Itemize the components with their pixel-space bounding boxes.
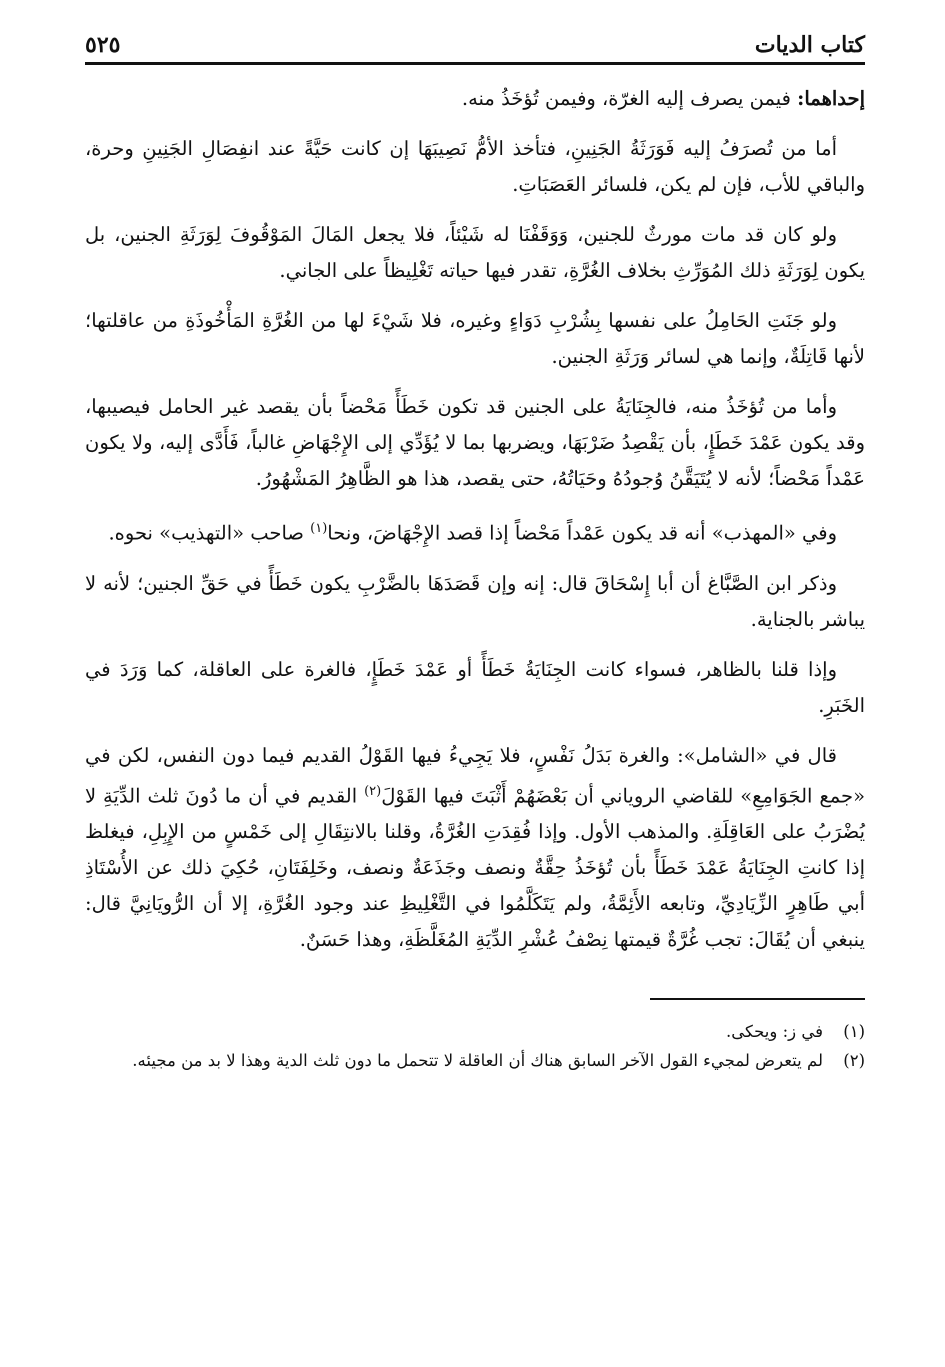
paragraph <box>85 217 865 289</box>
footnotes <box>85 1018 865 1074</box>
paragraph <box>85 81 865 117</box>
paragraph-text: وذكر ابن الصَّبَّاغ أن أبا إِسْحَاقَ قال: إنه وإن قَصَدَهَا بالضَّرْبِ يكون خَطَأً في حَقِّ الجنين؛ لأنه لا يباشر بالجناية. <box>85 571 865 631</box>
paragraph <box>85 652 865 724</box>
main-text <box>85 81 865 958</box>
paragraph-text-tail: صاحب «التهذيب» نحوه. <box>108 521 311 545</box>
paragraph-text: أما من تُصرَفُ إليه فَوَرَثَةُ الجَنِينِ، فتأخذ الأمُّ نَصِيبَهَا إن كانت حَيَّةً عند انفِصَالِ الجَنِينِ وحرة، والباقي للأب، فإن لم يكن، فلسائر العَصَبَاتِ. <box>85 137 865 196</box>
paragraph-text: وفي «المهذب» أنه قد يكون عَمْداً مَحْضاً إذا قصد الإِجْهَاضَ، ونحا <box>327 521 837 545</box>
paragraph-text: ولو جَنَتِ الحَامِلُ على نفسها بِشُرْبِ دَوَاءٍ وغيره، فلا شَيْءَ لها من الغُرَّةِ المَأْخُوذَةِ من عاقلتها؛ لأنها قَاتِلَةٌ، وإنما هي لسائر وَرَثَةِ الجنين. <box>85 309 865 368</box>
page-header <box>85 18 865 65</box>
footnote-ref: (٢) <box>364 783 382 799</box>
paragraph-text: وإذا قلنا بالظاهر، فسواء كانت الجِنَايَةُ خَطَأً أو عَمْدَ خَطَإٍ، فالغرة على العاقلة، كما وَرَدَ في الخَبَرِ. <box>85 657 865 717</box>
footnote-number: (١) <box>843 1022 865 1041</box>
footnote-ref: (١) <box>310 521 328 536</box>
footnote-number: (٢) <box>843 1051 865 1070</box>
paragraph <box>85 511 865 552</box>
footnote <box>85 1018 865 1045</box>
paragraph <box>85 389 865 497</box>
page-number: ٥٢٥ <box>85 32 121 58</box>
paragraph-lead: إحداهما: <box>797 87 865 110</box>
footnote-text: في ز: ويحكى. <box>726 1022 823 1041</box>
paragraph <box>85 566 865 638</box>
footnote-separator <box>650 998 865 1000</box>
footnote-text: لم يتعرض لمجيء القول الآخر السابق هناك أن العاقلة لا تتحمل ما دون ثلث الدية وهذا لا بد من مجيئه. <box>132 1051 823 1070</box>
paragraph <box>85 738 865 959</box>
book-page <box>85 18 865 1358</box>
paragraph <box>85 303 865 375</box>
paragraph-text: قال في «الشامل»: والغرة بَدَلُ نَفْسٍ، فلا يَجِيءُ فيها القَوْلُ القديم فيما دون النفس، لكن في «جمع الجَوَامِعِ» للقاضي الروياني أن بَعْضَهُمْ أَثْبَتَ فيها القَوْلَ <box>85 743 865 807</box>
paragraph-text: ولو كان قد مات مورثٌ للجنين، وَوَقَفْنَا له شَيْئاً، فلا يجعل المَالَ المَوْقُوفَ لِوَرَثَةِ الجنين، بل يكون لِوَرَثَةِ ذلك المُوَرِّثِ بخلاف الغُرَّةِ، تقدر فيها حياته تَغْلِيظاً على الجاني. <box>85 223 865 282</box>
paragraph-text-tail: القديم في أن ما دُونَ ثلث الدِّيَةِ لا يُضْرَبُ على العَاقِلَةِ. والمذهب الأول. وإذا فُقِدَتِ الغُرَّةُ، وقلنا بالانتِقَالِ إلى خَمْسٍ من الإِبِلِ، فيغلظ إذا كانتِ الجِنَايَةُ عَمْدَ خَطَأً بأن تُؤخَذُ حِقَّةٌ ونصف وجَذَعَةٌ ونصف، وخَلِفَتَانِ، حُكِيَ ذلك عن الأُسْتَاذِ أبي طَاهِرٍ الزِّيَادِيِّ، وتابعه الأَئِمَّةُ، ولم يَتَكَلَّمُوا في التَّغْلِيظِ عند وجود الغُرَّةِ، إلا أن الرُّويَانِيَّ قال: ينبغي أن يُقَالَ: تجب غُرَّةٌ قيمتها نِصْفُ عُشْرِ الدِّيَةِ المُغَلَّظَةِ، وهذا حَسَنٌ. <box>85 784 865 951</box>
paragraph <box>85 131 865 203</box>
footnote <box>85 1047 865 1074</box>
paragraph-text: وأما من تُؤخَذُ منه، فالجِنَايَةُ على الجنين قد تكون خَطَأً مَحْضاً بأن يقصد غير الحامل فيصيبها، وقد يكون عَمْدَ خَطَإٍ، بأن يَقْصِدُ ضَرْبَهَا، ويضربها بما لا يُؤَدِّي إلى الإِجْهَاضِ غالباً، فَأَدَّى إليه، ولا يكون عَمْداً مَحْضاً؛ لأنه لا يُتَيَقَّنُ وُجودُهُ وحَيَاتُهُ، حتى يقصد، هذا هو الظَّاهِرُ المَشْهُورُ. <box>85 395 865 490</box>
running-title: كتاب الديات <box>754 32 865 58</box>
paragraph-text: فيمن يصرف إليه الغرّة، وفيمن تُؤخَذُ منه. <box>461 87 791 110</box>
